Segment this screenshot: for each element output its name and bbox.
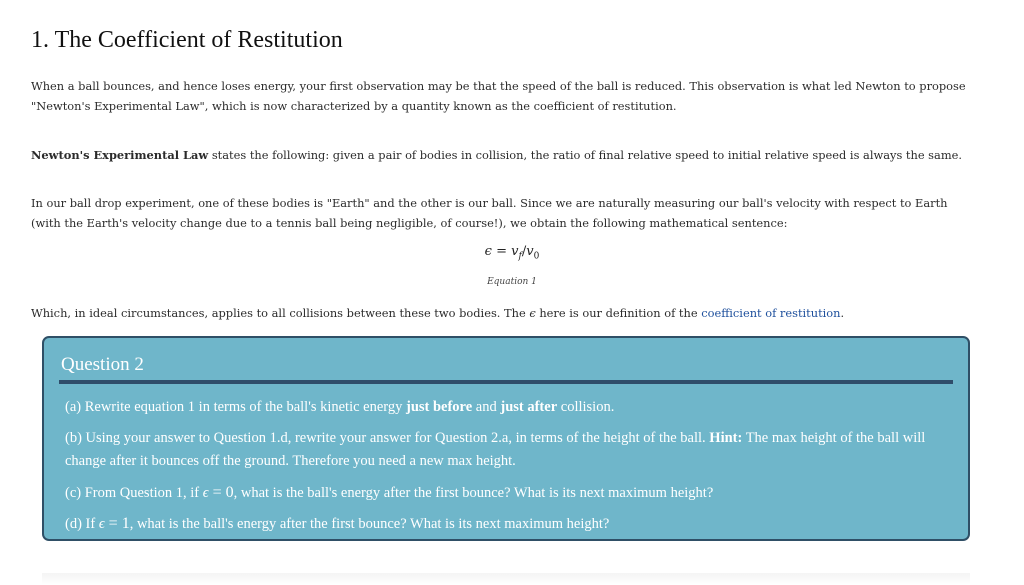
equation-caption: Equation 1 bbox=[487, 277, 537, 287]
question-title: Question 2 bbox=[61, 354, 144, 375]
question-a-text: (a) Rewrite equation 1 in terms of the ball's kinetic energy bbox=[65, 399, 406, 415]
intro-paragraph: When a ball bounces, and hence loses energy, your first observation may be that the speed of the ball is reduced. This observation is what led Newton to propose "Newton's Experimental Law", which is now characterized by a quantity known as the coefficient of restitution. bbox=[31, 79, 966, 113]
question-a-bold-before: just before bbox=[405, 399, 473, 415]
question-c-end: , what is the ball's energy after the first bounce? What is its next maximum height? bbox=[233, 485, 714, 501]
law-statement: states the following: given a pair of bodies in collision, the ratio of final relative speed to initial relative speed is always the same. bbox=[208, 148, 962, 162]
question-b-hint-label: Hint: bbox=[709, 430, 743, 446]
definition-text-before: Which, in ideal circumstances, applies to all collisions between these two bodies. The bbox=[31, 306, 530, 320]
question-box bbox=[42, 336, 970, 541]
equation-zero-subscript: 0 bbox=[533, 251, 540, 262]
definition-paragraph bbox=[31, 303, 966, 323]
question-a-and: and bbox=[472, 399, 501, 415]
definition-text-after: . bbox=[840, 306, 845, 320]
definition-text-middle: here is our definition of the bbox=[535, 306, 702, 320]
definition-epsilon: ϵ bbox=[529, 306, 536, 320]
equation-slash: / bbox=[521, 244, 527, 259]
equation-equals: = bbox=[491, 244, 512, 259]
question-c-value: = 0 bbox=[208, 484, 234, 501]
equation-f-subscript: f bbox=[518, 251, 522, 262]
question-d-epsilon: ϵ bbox=[98, 516, 105, 532]
law-name: Newton's Experimental Law bbox=[31, 148, 209, 162]
question-d-text: (d) If bbox=[65, 516, 99, 532]
next-section-edge bbox=[42, 573, 970, 585]
question-item-d bbox=[65, 512, 950, 536]
coefficient-of-restitution-link[interactable]: coefficient of restitution bbox=[701, 306, 841, 320]
equation-epsilon: ϵ bbox=[484, 244, 492, 259]
equation-1 bbox=[0, 244, 1024, 262]
question-c-text: (c) From Question 1, if bbox=[65, 485, 203, 501]
law-paragraph bbox=[31, 145, 966, 165]
page-title: 1. The Coefficient of Restitution bbox=[31, 27, 343, 53]
question-d-end: , what is the ball's energy after the first bounce? What is its next maximum height? bbox=[129, 516, 610, 532]
question-a-bold-after: just after bbox=[500, 399, 558, 415]
experiment-paragraph: In our ball drop experiment, one of these bodies is "Earth" and the other is our ball. Since we are naturally measuring our ball's velocity with respect to Earth (with the Earth's velocity change due to a tennis ball being negligible, of course!), we obtain the following mathematical sentence: bbox=[31, 196, 948, 230]
question-c-epsilon: ϵ bbox=[202, 485, 209, 501]
question-d-value: = 1 bbox=[104, 515, 130, 532]
question-b-hint-text: The max height of the ball will change after it bounces off the ground. Therefore you need a new max height. bbox=[65, 430, 926, 469]
equation-vf: v bbox=[511, 244, 519, 259]
question-a-end: collision. bbox=[557, 399, 615, 415]
question-divider bbox=[59, 380, 953, 384]
question-item-b bbox=[65, 427, 950, 473]
equation-v0: v bbox=[526, 244, 534, 259]
question-b-text: (b) Using your answer to Question 1.d, rewrite your answer for Question 2.a, in terms of the height of the ball. bbox=[65, 430, 710, 446]
question-item-c bbox=[65, 481, 950, 505]
question-item-a bbox=[65, 396, 950, 419]
